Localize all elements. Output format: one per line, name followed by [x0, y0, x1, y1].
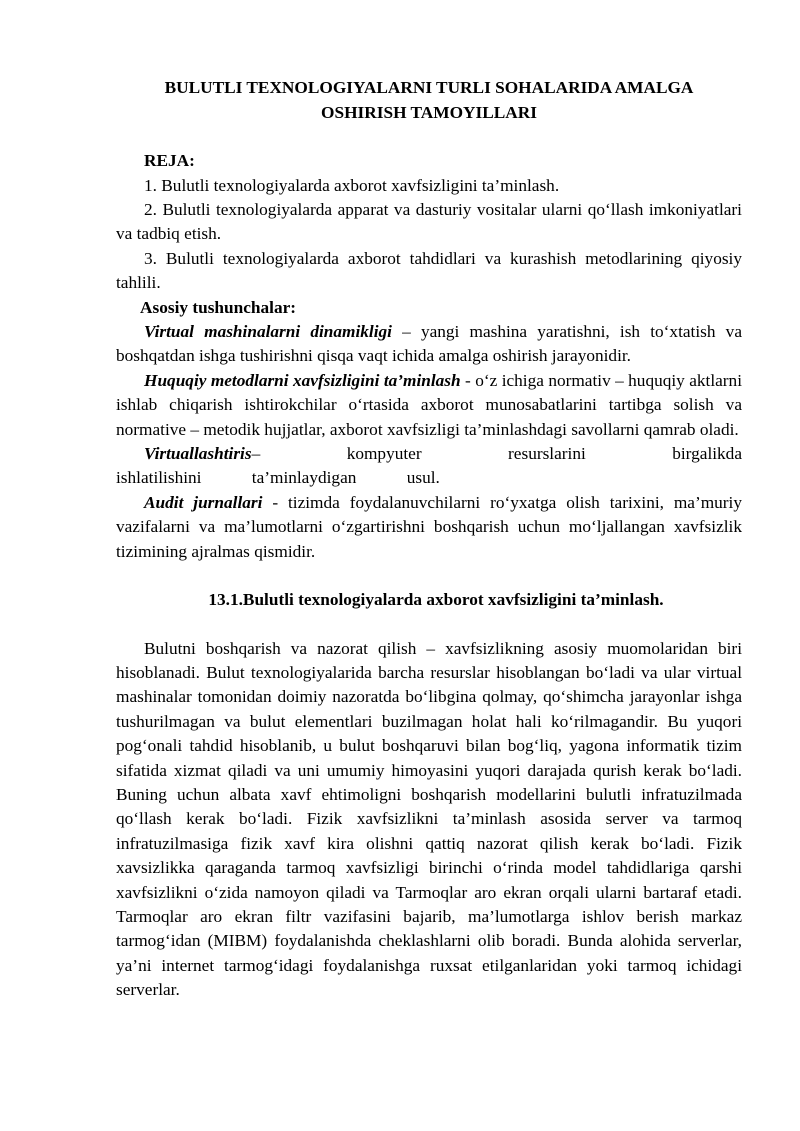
concepts-heading: Asosiy tushunchalar:	[140, 297, 297, 317]
concept-paragraph-3	[116, 442, 742, 491]
concept-definition-4: - tizimda foydalanuvchilarni ro‘yxatga olish tarixini, ma’muriy vazifalarni va ma’lumotlarni o‘zgartirishni boshqarish uchun mo‘ljallangan xavfsizlik tizimining ajralmas qismidir.	[116, 492, 742, 561]
spacer	[116, 613, 742, 637]
concept-term-1: Virtual mashinalarni dinamikligi	[144, 322, 392, 342]
concept-definition-2: - o‘z ichiga normativ – huquqiy aktlarni ishlab chiqarish ishtirokchilar o‘rtasida axborot munosabatlarini tartibga solish va normative – metodik hujjatlar, axborot xavfsizligi ta’minlashdagi savollarni qamrab oladi.	[116, 370, 742, 439]
document-title-line-2: OSHIRISH TAMOYILLARI	[321, 102, 537, 122]
concept-term-4: Audit jurnallari	[144, 492, 263, 512]
document-page	[116, 76, 742, 1003]
document-title-line-1: BULUTLI TEXNOLOGIYALARNI TURLI SOHALARIDA AMALGA	[164, 78, 694, 97]
plan-item-2: 2. Bulutli texnologiyalarda apparat va dasturiy vositalar ularni qo‘llash imkoniyatlari va tadbiq etish.	[116, 200, 742, 244]
spacer	[116, 564, 742, 588]
concept-definition-1: – yangi mashina yaratishni, ish to‘xtatish va boshqatdan ishga tushirishni qisqa vaqt ichida amalga oshirish jarayonidir.	[116, 322, 742, 366]
concept-paragraph-4	[116, 491, 742, 564]
section-title: 13.1.Bulutli texnologiyalarda axborot xavfsizligini ta’minlash.	[208, 590, 664, 610]
concept-paragraph-2	[116, 369, 742, 442]
body-paragraph: Bulutni boshqarish va nazorat qilish – xavfsizlikning asosiy muomolaridan biri hisoblanadi. Bulut texnologiyalarida barcha resurslar hisoblangan bo‘ladi va ular virtual mashinalar tomonidan doimiy nazoratda bo‘libgina qolmay, qo‘shimcha jarayonlar ishga tushurilmagan va bulut elementlari buzilmagan holat hali ko‘rilmagandir. Bu yuqori pog‘onali tahdid hisoblanib, u bulut boshqaruvi bilan bog‘liq, yagona informatik tizim sifatida xizmat qiladi va uni umumiy himoyasini yuqori darajada qurish kerak bo‘ladi. Buning uchun albata xavf ehtimoligni boshqarish modellarini bulutli infratuzilmada qo‘llash kerak bo‘ladi. Fizik xavfsizlikni ta’minlash asosida server va tarmoq infratuzilmasiga fizik xavf kira olishni qattiq nazorat qilish kerak bo‘ladi. Fizik xavsizlikka qaraganda tarmoq xavfsizligi birinchi o‘rinda model tahdidlariga qarshi xavfsizlikni o‘zida namoyon qiladi va Tarmoqlar aro ekran orqali ularni bartaraf etadi. Tarmoqlar aro ekran filtr vazifasini bajarib, ma’lumotlarga ishlov berish markaz tarmog‘idan (MIBM) foydalanishda cheklashlarni olib boradi. Bunda alohida serverlar, ya’ni internet tarmog‘idagi foydalanishga ruxsat etilganlaridan yoki tarmoq ichidagi serverlar.	[116, 638, 742, 1000]
plan-item-3: 3. Bulutli texnologiyalarda axborot tahdidlari va kurashish metodlarining qiyosiy tahlili.	[116, 248, 742, 293]
plan-heading: REJA:	[144, 151, 195, 171]
concept-term-2: Huquqiy metodlarni xavfsizligini ta’minlash	[144, 370, 461, 390]
concept-term-3: Virtuallashtiris	[144, 444, 252, 464]
spacer	[116, 125, 742, 149]
concept-paragraph-1	[116, 320, 742, 369]
concept-definition-3: – kompyuter resurslarini birgalikda ishlatilishini ta’minlaydigan usul.	[116, 444, 742, 488]
plan-item-1: 1. Bulutli texnologiyalarda axborot xavfsizligini ta’minlash.	[144, 175, 560, 195]
